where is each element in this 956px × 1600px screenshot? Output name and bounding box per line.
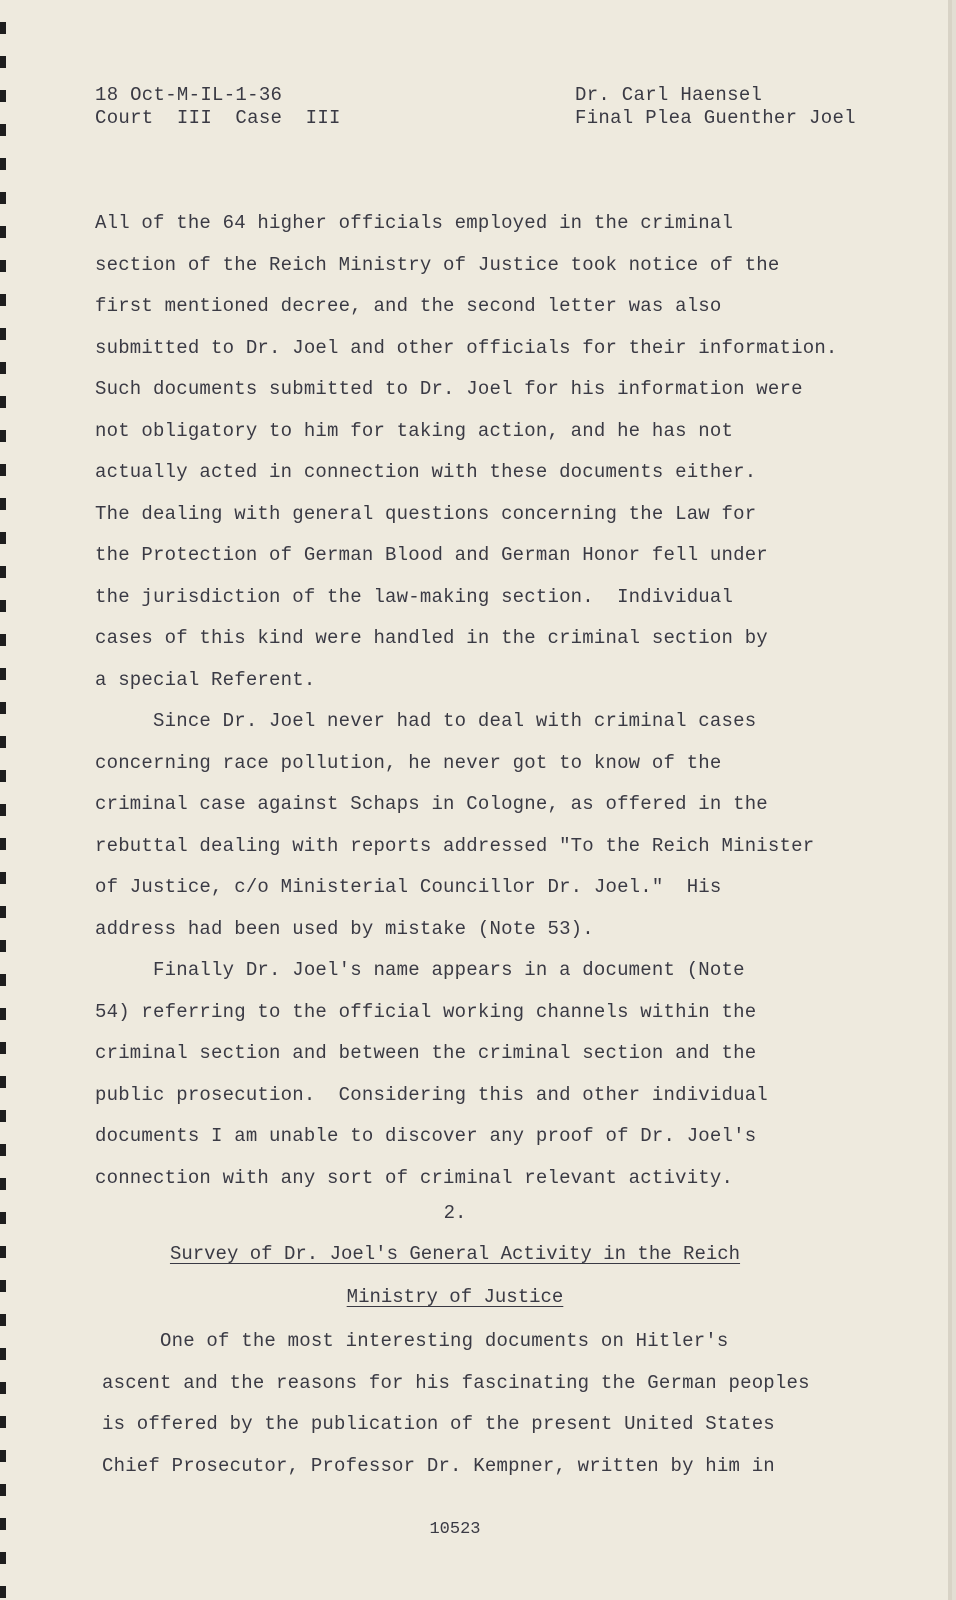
header-right bbox=[575, 84, 856, 130]
case-reference: 18 Oct-M-IL-1-36 bbox=[95, 84, 283, 106]
text-line: the jurisdiction of the law-making section. Individual bbox=[95, 585, 734, 608]
text-line: 54) referring to the official working channels within the bbox=[95, 1000, 757, 1023]
body-text bbox=[95, 203, 895, 1199]
text-line: Since Dr. Joel never had to deal with criminal cases bbox=[95, 710, 757, 732]
text-line: not obligatory to him for taking action, and he has not bbox=[95, 419, 734, 442]
text-line: The dealing with general questions concerning the Law for bbox=[95, 502, 757, 525]
text-line: public prosecution. Considering this and other individual bbox=[95, 1083, 768, 1106]
text-line: submitted to Dr. Joel and other officials for their information. bbox=[95, 336, 838, 359]
text-line: Chief Prosecutor, Professor Dr. Kempner, written by him in bbox=[102, 1454, 775, 1477]
text-line: concerning race pollution, he never got to know of the bbox=[95, 751, 722, 774]
section-number: 2. bbox=[443, 1202, 467, 1224]
page-number: 10523 bbox=[429, 1520, 481, 1539]
section-title-line1 bbox=[0, 1243, 910, 1265]
text-line: is offered by the publication of the present United States bbox=[102, 1413, 775, 1435]
section-title-line2 bbox=[0, 1286, 910, 1308]
text-line: section of the Reich Ministry of Justice took notice of the bbox=[95, 253, 780, 276]
page-edge bbox=[948, 0, 952, 1600]
text-line: address had been used by mistake (Note 53). bbox=[95, 917, 594, 940]
court-case: Court III Case III bbox=[95, 107, 341, 129]
text-line: connection with any sort of criminal relevant activity. bbox=[95, 1166, 734, 1189]
text-line: Finally Dr. Joel's name appears in a document (Note bbox=[95, 959, 745, 981]
section-body-text bbox=[102, 1321, 902, 1487]
text-line: ascent and the reasons for his fascinating the German peoples bbox=[102, 1371, 810, 1394]
section-title-text: Survey of Dr. Joel's General Activity in the Reich bbox=[169, 1243, 741, 1265]
text-line: cases of this kind were handled in the criminal section by bbox=[95, 627, 768, 649]
section-title-text: Ministry of Justice bbox=[346, 1286, 564, 1308]
text-line: All of the 64 higher officials employed in the criminal bbox=[95, 212, 734, 234]
text-line: a special Referent. bbox=[95, 668, 316, 691]
text-line: Such documents submitted to Dr. Joel for his information were bbox=[95, 378, 803, 400]
text-line: criminal section and between the criminal section and the bbox=[95, 1042, 757, 1064]
text-line: documents I am unable to discover any proof of Dr. Joel's bbox=[95, 1125, 757, 1147]
binding-holes bbox=[0, 0, 6, 1600]
text-line: One of the most interesting documents on Hitler's bbox=[102, 1330, 729, 1352]
document-title: Final Plea Guenther Joel bbox=[575, 107, 856, 129]
header-left bbox=[95, 84, 341, 130]
text-line: actually acted in connection with these documents either. bbox=[95, 461, 757, 483]
text-line: criminal case against Schaps in Cologne, as offered in the bbox=[95, 793, 768, 815]
text-line: the Protection of German Blood and German Honor fell under bbox=[95, 544, 768, 566]
text-line: rebuttal dealing with reports addressed "To the Reich Minister bbox=[95, 834, 815, 857]
author-name: Dr. Carl Haensel bbox=[575, 84, 763, 106]
text-line: of Justice, c/o Ministerial Councillor Dr. Joel." His bbox=[95, 876, 722, 898]
text-line: first mentioned decree, and the second letter was also bbox=[95, 295, 722, 317]
